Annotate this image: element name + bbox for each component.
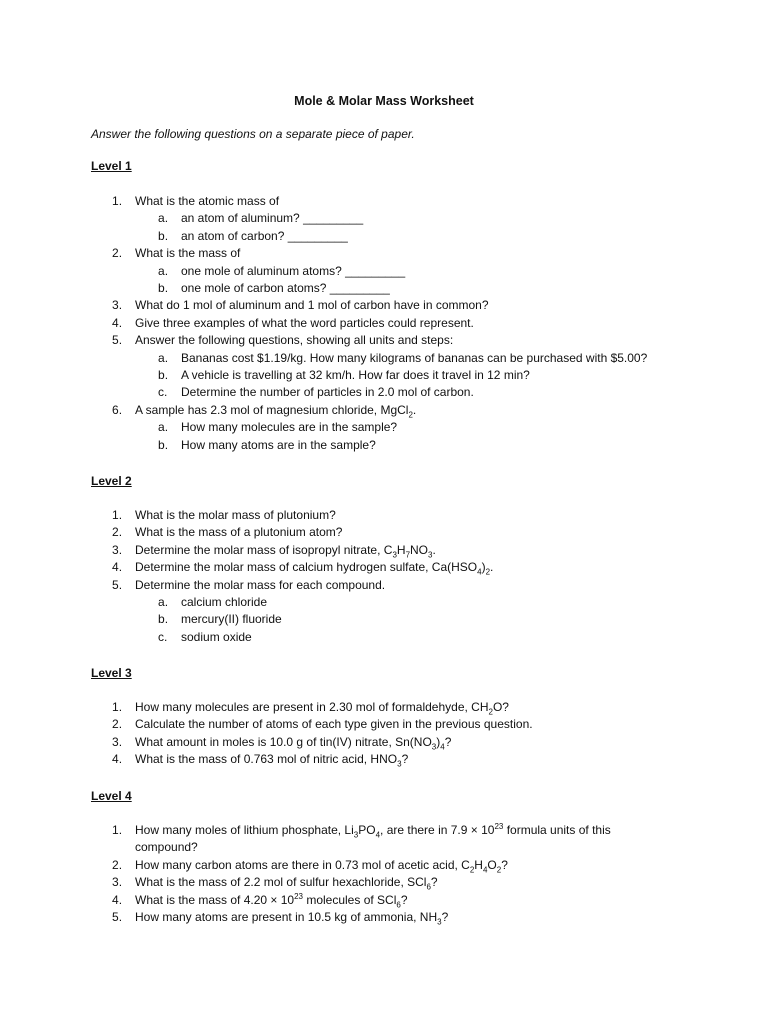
question: 4 . What is the mass of 0.763 mol of nitric acid, $HNO_3$? — [0, 751, 533, 768]
question-text: Determine the molar mass of calcium hydrogen sulfate, $Ca(HSO_4)_2$. — [135, 560, 494, 577]
level-3-questions — [0, 699, 533, 769]
sub-question: a . Bananas cost $1.19/kg. How many kilograms of bananas can be purchased with $5.00? — [135, 350, 647, 367]
question-text: What do 1 mol of aluminum and 1 mol of carbon have in common? — [135, 298, 489, 313]
question-text: How many carbon atoms are there in 0.73 mol of acetic acid, $C_2H_4O_2$? — [135, 857, 508, 875]
sub-question: a . one mole of aluminum atoms? _________ — [135, 263, 647, 280]
question: 5 . How many atoms are present in 10.5 kg of ammonia, $NH_3$? — [0, 909, 611, 926]
question-text: Give three examples of what the word particles could represent. — [135, 315, 474, 330]
level-1-heading: Level 1 — [91, 159, 132, 173]
question-text: What is the mass of — [135, 246, 241, 261]
question: 3 . What do 1 mol of aluminum and 1 mol of carbon have in common? — [0, 297, 647, 314]
question-text: What is the mass of 2.2 mol of sulfur hexachloride, SCl$_6$? — [135, 875, 438, 892]
question: 1 . How many molecules are present in 2.30 mol of formaldehyde, $CH_2O$? — [0, 699, 533, 716]
sub-question: b . an atom of carbon? _________ — [135, 228, 647, 245]
question-text: What amount in moles is 10.0 g of tin(IV) nitrate, $Sn(NO_3)_4$? — [135, 734, 452, 752]
question: 4 . Determine the molar mass of calcium hydrogen sulfate, $Ca(HSO_4)_2$. — [0, 559, 493, 576]
question: 2 . Calculate the number of atoms of each type given in the previous question. — [0, 716, 533, 733]
sub-questions — [135, 594, 493, 646]
question-text: Calculate the number of atoms of each type given in the previous question. — [135, 717, 533, 732]
question-text: Determine the molar mass of isopropyl nitrate, $C_3H_7NO_3$. — [135, 542, 436, 560]
question: 4 . What is the mass of $4.20 \times 10^{23}$ molecules of SCl$_6$? — [0, 892, 611, 909]
sub-question: b . How many atoms are in the sample? — [135, 437, 647, 454]
sub-question: b . A vehicle is travelling at 32 km/h. How far does it travel in 12 min? — [135, 367, 647, 384]
question-text: What is the mass of a plutonium atom? — [135, 525, 343, 540]
question-text: What is the mass of 0.763 mol of nitric acid, $HNO_3$? — [135, 752, 409, 769]
question: 6 . A sample has 2.3 mol of magnesium chloride, MgCl$_2$. a . How many molecules are in the sample? b . How many atoms are in the sample? — [0, 402, 647, 454]
level-2-questions — [0, 507, 493, 646]
question-text: How many atoms are present in 10.5 kg of ammonia, $NH_3$? — [135, 910, 449, 927]
question: 3 . What is the mass of 2.2 mol of sulfur hexachloride, SCl$_6$? — [0, 874, 611, 891]
question-text: What is the mass of $4.20 \times 10^{23}$ molecules of SCl$_6$? — [135, 891, 408, 910]
question-text: What is the atomic mass of — [135, 194, 280, 208]
sub-question: a . How many molecules are in the sample? — [135, 419, 647, 436]
question-text: Answer the following questions, showing all units and steps: — [135, 333, 454, 348]
sub-question: c . Determine the number of particles in 2.0 mol of carbon. — [135, 384, 647, 401]
question: 2 . What is the mass of a plutonium atom? — [0, 524, 493, 541]
instructions: Answer the following questions on a separate piece of paper. — [91, 127, 415, 141]
question: 2 . What is the mass of a . one mole of aluminum atoms? _________ b . one mole of carbon atoms? _________ — [0, 245, 647, 297]
question: 1 . How many moles of lithium phosphate, $Li_3PO_4$, are there in $7.9 \times 10^{23}$ formula units of this compound? — [0, 822, 611, 857]
level-3-heading: Level 3 — [91, 666, 132, 680]
question: 4 . Give three examples of what the word particles could represent. — [0, 315, 647, 332]
question: 3 . Determine the molar mass of isopropyl nitrate, $C_3H_7NO_3$. — [0, 542, 493, 559]
question: 5 . Answer the following questions, showing all units and steps: a . Bananas cost $1.19/kg. How many kilograms of bananas can be purchased with $5.00? b . A vehicle is travelling at 32 km/h. How far does it travel in 12 min? c . Determine the number of particles in 2.0 mol of carbon. — [0, 332, 647, 402]
sub-questions — [135, 263, 647, 298]
question: 1 . What is the atomic mass of a . an atom of aluminum? _________ b . an atom of carbon? _________ — [0, 193, 647, 245]
question: 1 . What is the molar mass of plutonium? — [0, 507, 493, 524]
sub-question: b . one mole of carbon atoms? _________ — [135, 280, 647, 297]
question-text: How many molecules are present in 2.30 mol of formaldehyde, $CH_2O$? — [135, 700, 509, 717]
question: 5 . Determine the molar mass for each compound. a . calcium chloride b . mercury(II) fluoride c . sodium oxide — [0, 577, 493, 647]
question-text: How many moles of lithium phosphate, $Li_3PO_4$, are there in $7.9 \times 10^{23}$ formula units of this compound? — [135, 822, 611, 855]
level-4-questions — [0, 822, 611, 926]
level-4-heading: Level 4 — [91, 789, 132, 803]
question-text: A sample has 2.3 mol of magnesium chloride, MgCl$_2$. — [135, 402, 417, 420]
sub-question: a . an atom of aluminum? _________ — [135, 210, 647, 227]
sub-questions — [135, 350, 647, 402]
question: 3 . What amount in moles is 10.0 g of tin(IV) nitrate, $Sn(NO_3)_4$? — [0, 734, 533, 751]
question-text: Determine the molar mass for each compound. — [135, 577, 386, 592]
question-text: What is the molar mass of plutonium? — [135, 508, 336, 522]
sub-question: c . sodium oxide — [135, 629, 493, 646]
sub-question: b . mercury(II) fluoride — [135, 611, 493, 628]
sub-questions — [135, 419, 647, 454]
level-1-questions — [0, 193, 647, 454]
page-title: Mole & Molar Mass Worksheet — [294, 94, 474, 108]
level-2-heading: Level 2 — [91, 474, 132, 488]
sub-question: a . calcium chloride — [135, 594, 493, 611]
sub-questions — [135, 210, 647, 245]
question: 2 . How many carbon atoms are there in 0.73 mol of acetic acid, $C_2H_4O_2$? — [0, 857, 611, 874]
